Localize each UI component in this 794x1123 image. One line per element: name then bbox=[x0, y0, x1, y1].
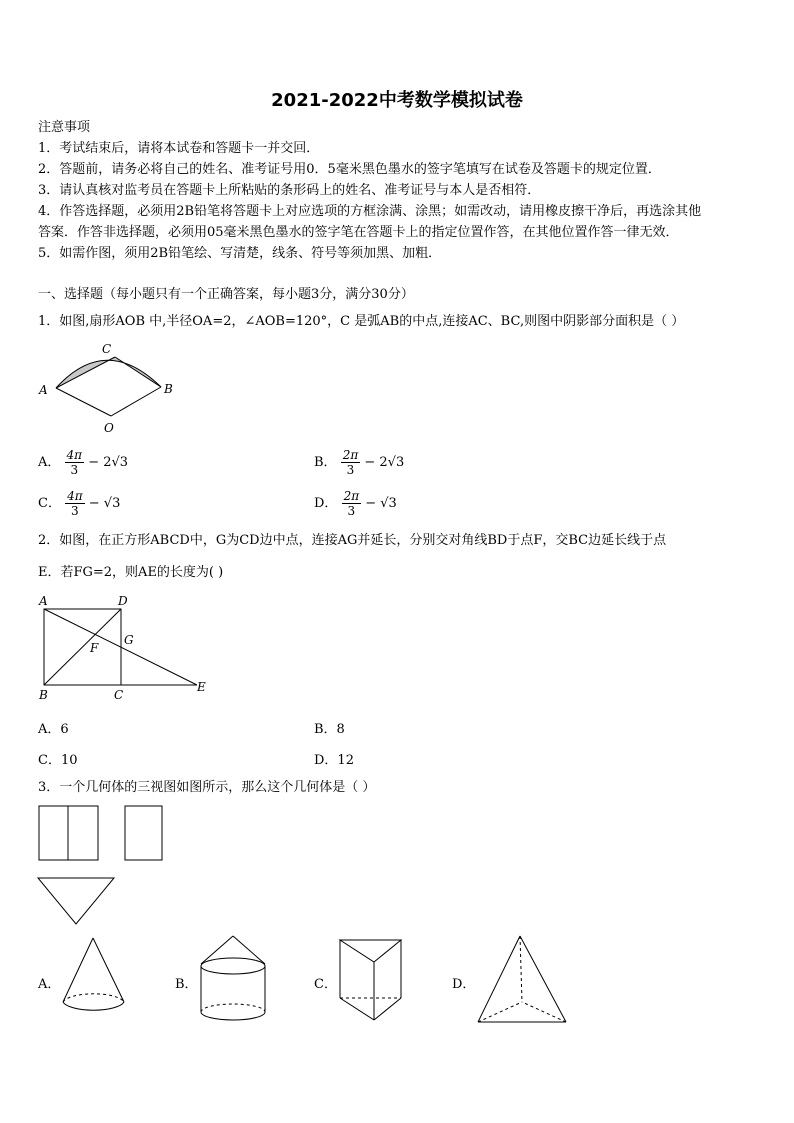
point-label-g: G bbox=[124, 633, 134, 647]
q2-option-d[interactable]: D．12 bbox=[314, 753, 354, 768]
q1-option-d[interactable] bbox=[314, 489, 397, 518]
fraction: $\frac{4\pi}{3}$ bbox=[66, 448, 83, 477]
question-2-text: 2．如图，在正方形ABCD中，G为CD边中点，连接AG并延长，分别交对角线BD于点F，交BC边延长线于点 bbox=[38, 533, 667, 548]
q3-option-c[interactable]: C． bbox=[314, 977, 337, 992]
q1-option-a[interactable] bbox=[38, 448, 128, 477]
q3-option-a[interactable]: A． bbox=[38, 977, 61, 992]
segment-ac bbox=[56, 357, 115, 388]
note-item: 5．如需作图，须用2B铅笔绘、写清楚，线条、符号等须加黑、加粗． bbox=[38, 246, 442, 261]
point-label-b: B bbox=[164, 382, 173, 396]
option-label: B． bbox=[314, 455, 337, 470]
question-2-figure bbox=[36, 592, 216, 702]
question-2-text-cont: E．若FG=2，则AE的长度为( ) bbox=[38, 565, 224, 580]
segment-cb bbox=[115, 357, 161, 387]
option-label: C． bbox=[38, 496, 61, 511]
q1-option-b[interactable] bbox=[314, 448, 404, 477]
option-expression: − 2√3 bbox=[88, 455, 129, 470]
option-expression: − √3 bbox=[365, 496, 397, 511]
q2-option-a[interactable]: A．6 bbox=[38, 722, 69, 737]
point-label-e: E bbox=[197, 680, 206, 694]
segment-ob bbox=[111, 387, 161, 416]
side-view bbox=[125, 806, 162, 860]
q3-option-d[interactable]: D． bbox=[452, 977, 476, 992]
fraction: $\frac{2\pi}{3}$ bbox=[342, 448, 359, 477]
shaded-region bbox=[56, 357, 161, 388]
option-label: A． bbox=[38, 455, 61, 470]
note-item: 3．请认真核对监考员在答题卡上所粘贴的条形码上的姓名、准考证号与本人是否相符． bbox=[38, 183, 541, 198]
question-3-text: 3．一个几何体的三视图如图所示，那么这个几何体是（ ） bbox=[38, 780, 376, 795]
note-item: 2．答题前，请务必将自己的姓名、准考证号用0．5毫米黑色墨水的签字笔填写在试卷及答题卡的规定位置． bbox=[38, 162, 661, 177]
point-label-d: D bbox=[118, 594, 128, 608]
point-label-f: F bbox=[90, 641, 99, 655]
triangular-prism-shape[interactable] bbox=[336, 936, 408, 1028]
option-expression: − √3 bbox=[88, 496, 121, 511]
point-label-c: C bbox=[114, 688, 124, 702]
option-label: D． bbox=[314, 496, 338, 511]
q2-option-c[interactable]: C．10 bbox=[38, 753, 78, 768]
point-label-o: O bbox=[104, 421, 114, 435]
point-label-b: B bbox=[39, 688, 48, 702]
cone-shape[interactable] bbox=[60, 936, 140, 1028]
q2-option-b[interactable]: B．8 bbox=[314, 722, 345, 737]
question-1-figure bbox=[36, 338, 186, 438]
point-label-a: A bbox=[39, 383, 48, 397]
note-item: 1．考试结束后，请将本试卷和答题卡一并交回． bbox=[38, 141, 320, 156]
point-label-a: A bbox=[39, 594, 48, 608]
q3-option-b[interactable]: B． bbox=[175, 977, 198, 992]
question-1-text: 1．如图,扇形AOB 中,半径OA=2，∠AOB=120°，C 是弧AB的中点,连接AC、BC,则图中阴影部分面积是（ ） bbox=[38, 314, 685, 329]
note-item: 答案．作答非选择题，必须用05毫米黑色墨水的签字笔在答题卡上的指定位置作答，在其他位置作答一律无效． bbox=[38, 225, 679, 240]
cone-on-cylinder-shape[interactable] bbox=[195, 934, 275, 1029]
notes-heading: 注意事项 bbox=[38, 120, 91, 135]
three-views-figure bbox=[36, 804, 176, 934]
fraction: $\frac{4\pi}{3}$ bbox=[67, 489, 83, 518]
diagonal-bd bbox=[44, 609, 121, 685]
point-label-c: C bbox=[102, 342, 112, 356]
note-item: 4．作答选择题，必须用2B铅笔将答题卡上对应选项的方框涂满、涂黑；如需改动，请用橡皮擦干净后，再选涂其他 bbox=[38, 204, 702, 219]
section-heading: 一、选择题（每小题只有一个正确答案，每小题3分，满分30分） bbox=[38, 287, 414, 302]
triangular-pyramid-shape[interactable] bbox=[474, 934, 572, 1028]
fraction: $\frac{2\pi}{3}$ bbox=[343, 489, 360, 518]
segment-ao bbox=[56, 388, 111, 416]
option-expression: − 2√3 bbox=[364, 455, 405, 470]
top-view bbox=[38, 878, 114, 924]
q1-option-c[interactable] bbox=[38, 489, 120, 518]
page-title: 2021-2022中考数学模拟试卷 bbox=[271, 90, 523, 111]
